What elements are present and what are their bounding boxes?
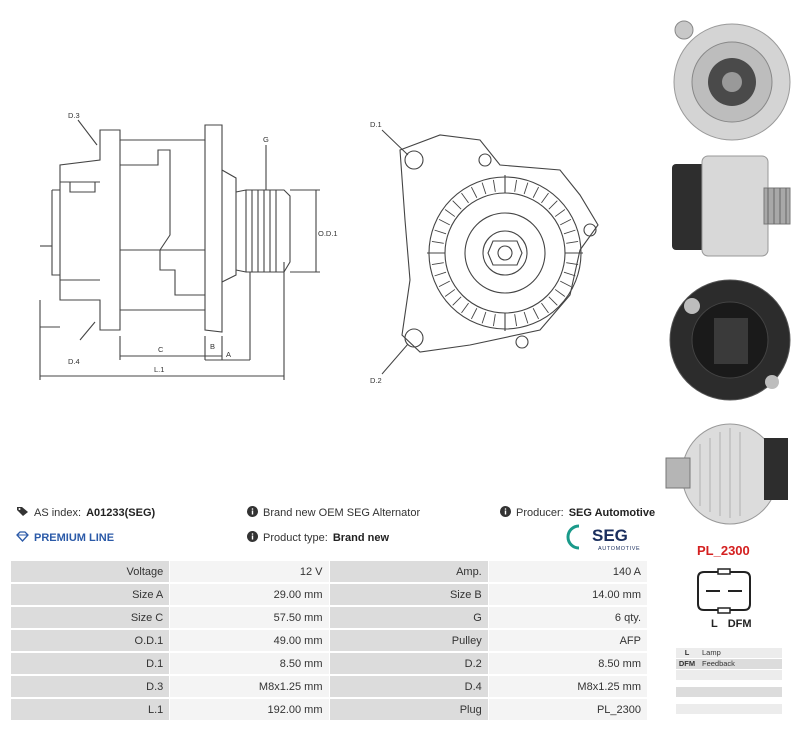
cooling-fin: [560, 281, 571, 286]
product-type-value: Brand new: [332, 532, 390, 544]
product-type-row: [247, 531, 389, 545]
legend-value: Lamp: [698, 648, 782, 658]
cooling-fin: [555, 210, 565, 217]
cooling-fin: [533, 308, 538, 319]
spec-value: 8.50 mm: [170, 653, 328, 674]
product-photo-side[interactable]: [664, 152, 796, 264]
cooling-fin: [549, 201, 557, 209]
spec-value: 29.00 mm: [170, 584, 328, 605]
producer-row: [500, 506, 655, 520]
table-row: [11, 561, 647, 582]
cooling-fin: [564, 230, 575, 234]
as-index-label: AS index:: [34, 507, 82, 519]
cooling-fin: [445, 210, 455, 217]
spec-label: Size B: [330, 584, 488, 605]
cooling-fin: [445, 289, 455, 296]
cooling-fin: [566, 241, 578, 243]
cooling-fin: [435, 230, 446, 234]
spec-label: D.2: [330, 653, 488, 674]
product-photo-gallery[interactable]: [660, 0, 800, 530]
tag-icon: [16, 506, 29, 520]
spec-label: Size C: [11, 607, 169, 628]
spec-label: Pulley: [330, 630, 488, 651]
legend-key: L: [676, 648, 698, 658]
producer-value: SEG Automotive: [568, 507, 656, 519]
spec-label: Voltage: [11, 561, 169, 582]
pin-l-label: L: [711, 618, 718, 630]
product-type-label: Product type:: [263, 532, 328, 544]
product-photo-angle[interactable]: [664, 418, 796, 528]
svg-text:AUTOMOTIVE: AUTOMOTIVE: [598, 546, 641, 552]
legend-row-empty: [676, 670, 782, 680]
cooling-fin: [515, 180, 517, 192]
seg-automotive-logo: [566, 523, 652, 553]
premium-line-badge: [16, 531, 114, 545]
svg-text:SEG: SEG: [592, 526, 628, 545]
spec-value: AFP: [489, 630, 647, 651]
label-od1: O.D.1: [318, 229, 338, 238]
legend-row: [676, 659, 782, 669]
cooling-fin: [482, 312, 486, 323]
spec-value: 57.50 mm: [170, 607, 328, 628]
plug-title: PL_2300: [697, 543, 750, 558]
cooling-fin: [439, 281, 450, 286]
spec-label: Amp.: [330, 561, 488, 582]
spec-label: G: [330, 607, 488, 628]
product-photo-front[interactable]: [664, 8, 796, 150]
spec-label: D.1: [11, 653, 169, 674]
label-d1: D.1: [370, 120, 382, 129]
table-row: [11, 653, 647, 674]
cooling-fin: [482, 183, 486, 194]
spec-value: 140 A: [489, 561, 647, 582]
spec-label: D.3: [11, 676, 169, 697]
cooling-fin: [549, 297, 557, 305]
producer-label: Producer:: [516, 507, 564, 519]
cooling-fin: [435, 272, 446, 276]
plug-legend: [676, 648, 782, 715]
spec-value: 12 V: [170, 561, 328, 582]
spec-label: Plug: [330, 699, 488, 720]
cooling-fin: [439, 219, 450, 224]
diamond-icon: [16, 531, 29, 545]
cooling-fin: [432, 263, 444, 265]
brand-new-text: Brand new OEM SEG Alternator: [263, 507, 421, 519]
cooling-fin: [432, 241, 444, 243]
label-g: G: [263, 135, 269, 144]
brand-new-row: [247, 506, 420, 520]
cooling-fin: [493, 180, 495, 192]
info-circle-icon: [247, 531, 258, 545]
label-l1: L.1: [154, 365, 165, 374]
cooling-fin: [453, 297, 461, 305]
cooling-fin: [524, 183, 528, 194]
cooling-fin: [566, 263, 578, 265]
info-circle-icon: [247, 506, 258, 520]
legend-row-empty: [676, 704, 782, 714]
cooling-fin: [493, 314, 495, 326]
legend-row-empty: [676, 687, 782, 697]
cooling-fin: [541, 303, 548, 313]
spec-value: M8x1.25 mm: [170, 676, 328, 697]
label-d4: D.4: [68, 357, 80, 366]
cooling-fin: [560, 219, 571, 224]
cooling-fins: [431, 179, 579, 327]
cooling-fin: [564, 272, 575, 276]
label-a: A: [226, 350, 232, 359]
table-row: [11, 630, 647, 651]
spec-value: 192.00 mm: [170, 699, 328, 720]
as-index-value: A01233(SEG): [86, 507, 156, 519]
spec-label: D.4: [330, 676, 488, 697]
table-row: [11, 607, 647, 628]
spec-value: PL_2300: [489, 699, 647, 720]
label-d3: D.3: [68, 111, 80, 120]
as-index-row: [16, 506, 155, 520]
pin-dfm-label: DFM: [727, 618, 752, 630]
spec-value: 14.00 mm: [489, 584, 647, 605]
plug-pin-labels: [711, 618, 752, 630]
cooling-fin: [462, 303, 469, 313]
legend-key: DFM: [676, 659, 698, 669]
label-d2: D.2: [370, 376, 382, 385]
spec-value: 6 qty.: [489, 607, 647, 628]
cooling-fin: [524, 312, 528, 323]
cooling-fin: [555, 289, 565, 296]
cooling-fin: [541, 193, 548, 203]
spec-value: 8.50 mm: [489, 653, 647, 674]
cooling-fin: [471, 308, 476, 319]
specifications-table: [10, 559, 648, 722]
cooling-fin: [471, 187, 476, 198]
product-photo-rear[interactable]: [664, 270, 796, 410]
spec-label: O.D.1: [11, 630, 169, 651]
spec-label: Size A: [11, 584, 169, 605]
cooling-fin: [453, 201, 461, 209]
legend-row: [676, 648, 782, 658]
legend-value: Feedback: [698, 659, 782, 669]
spec-label: L.1: [11, 699, 169, 720]
plug-connector-icon: [694, 568, 754, 614]
cooling-fin: [462, 193, 469, 203]
spec-value: M8x1.25 mm: [489, 676, 647, 697]
spec-value: 49.00 mm: [170, 630, 328, 651]
info-circle-icon: [500, 506, 511, 520]
table-row: [11, 699, 647, 720]
table-row: [11, 676, 647, 697]
cooling-fin: [515, 314, 517, 326]
label-b: B: [210, 342, 216, 351]
premium-line-label: PREMIUM LINE: [34, 532, 115, 544]
cooling-fin: [533, 187, 538, 198]
table-row: [11, 584, 647, 605]
label-c: C: [158, 345, 164, 354]
